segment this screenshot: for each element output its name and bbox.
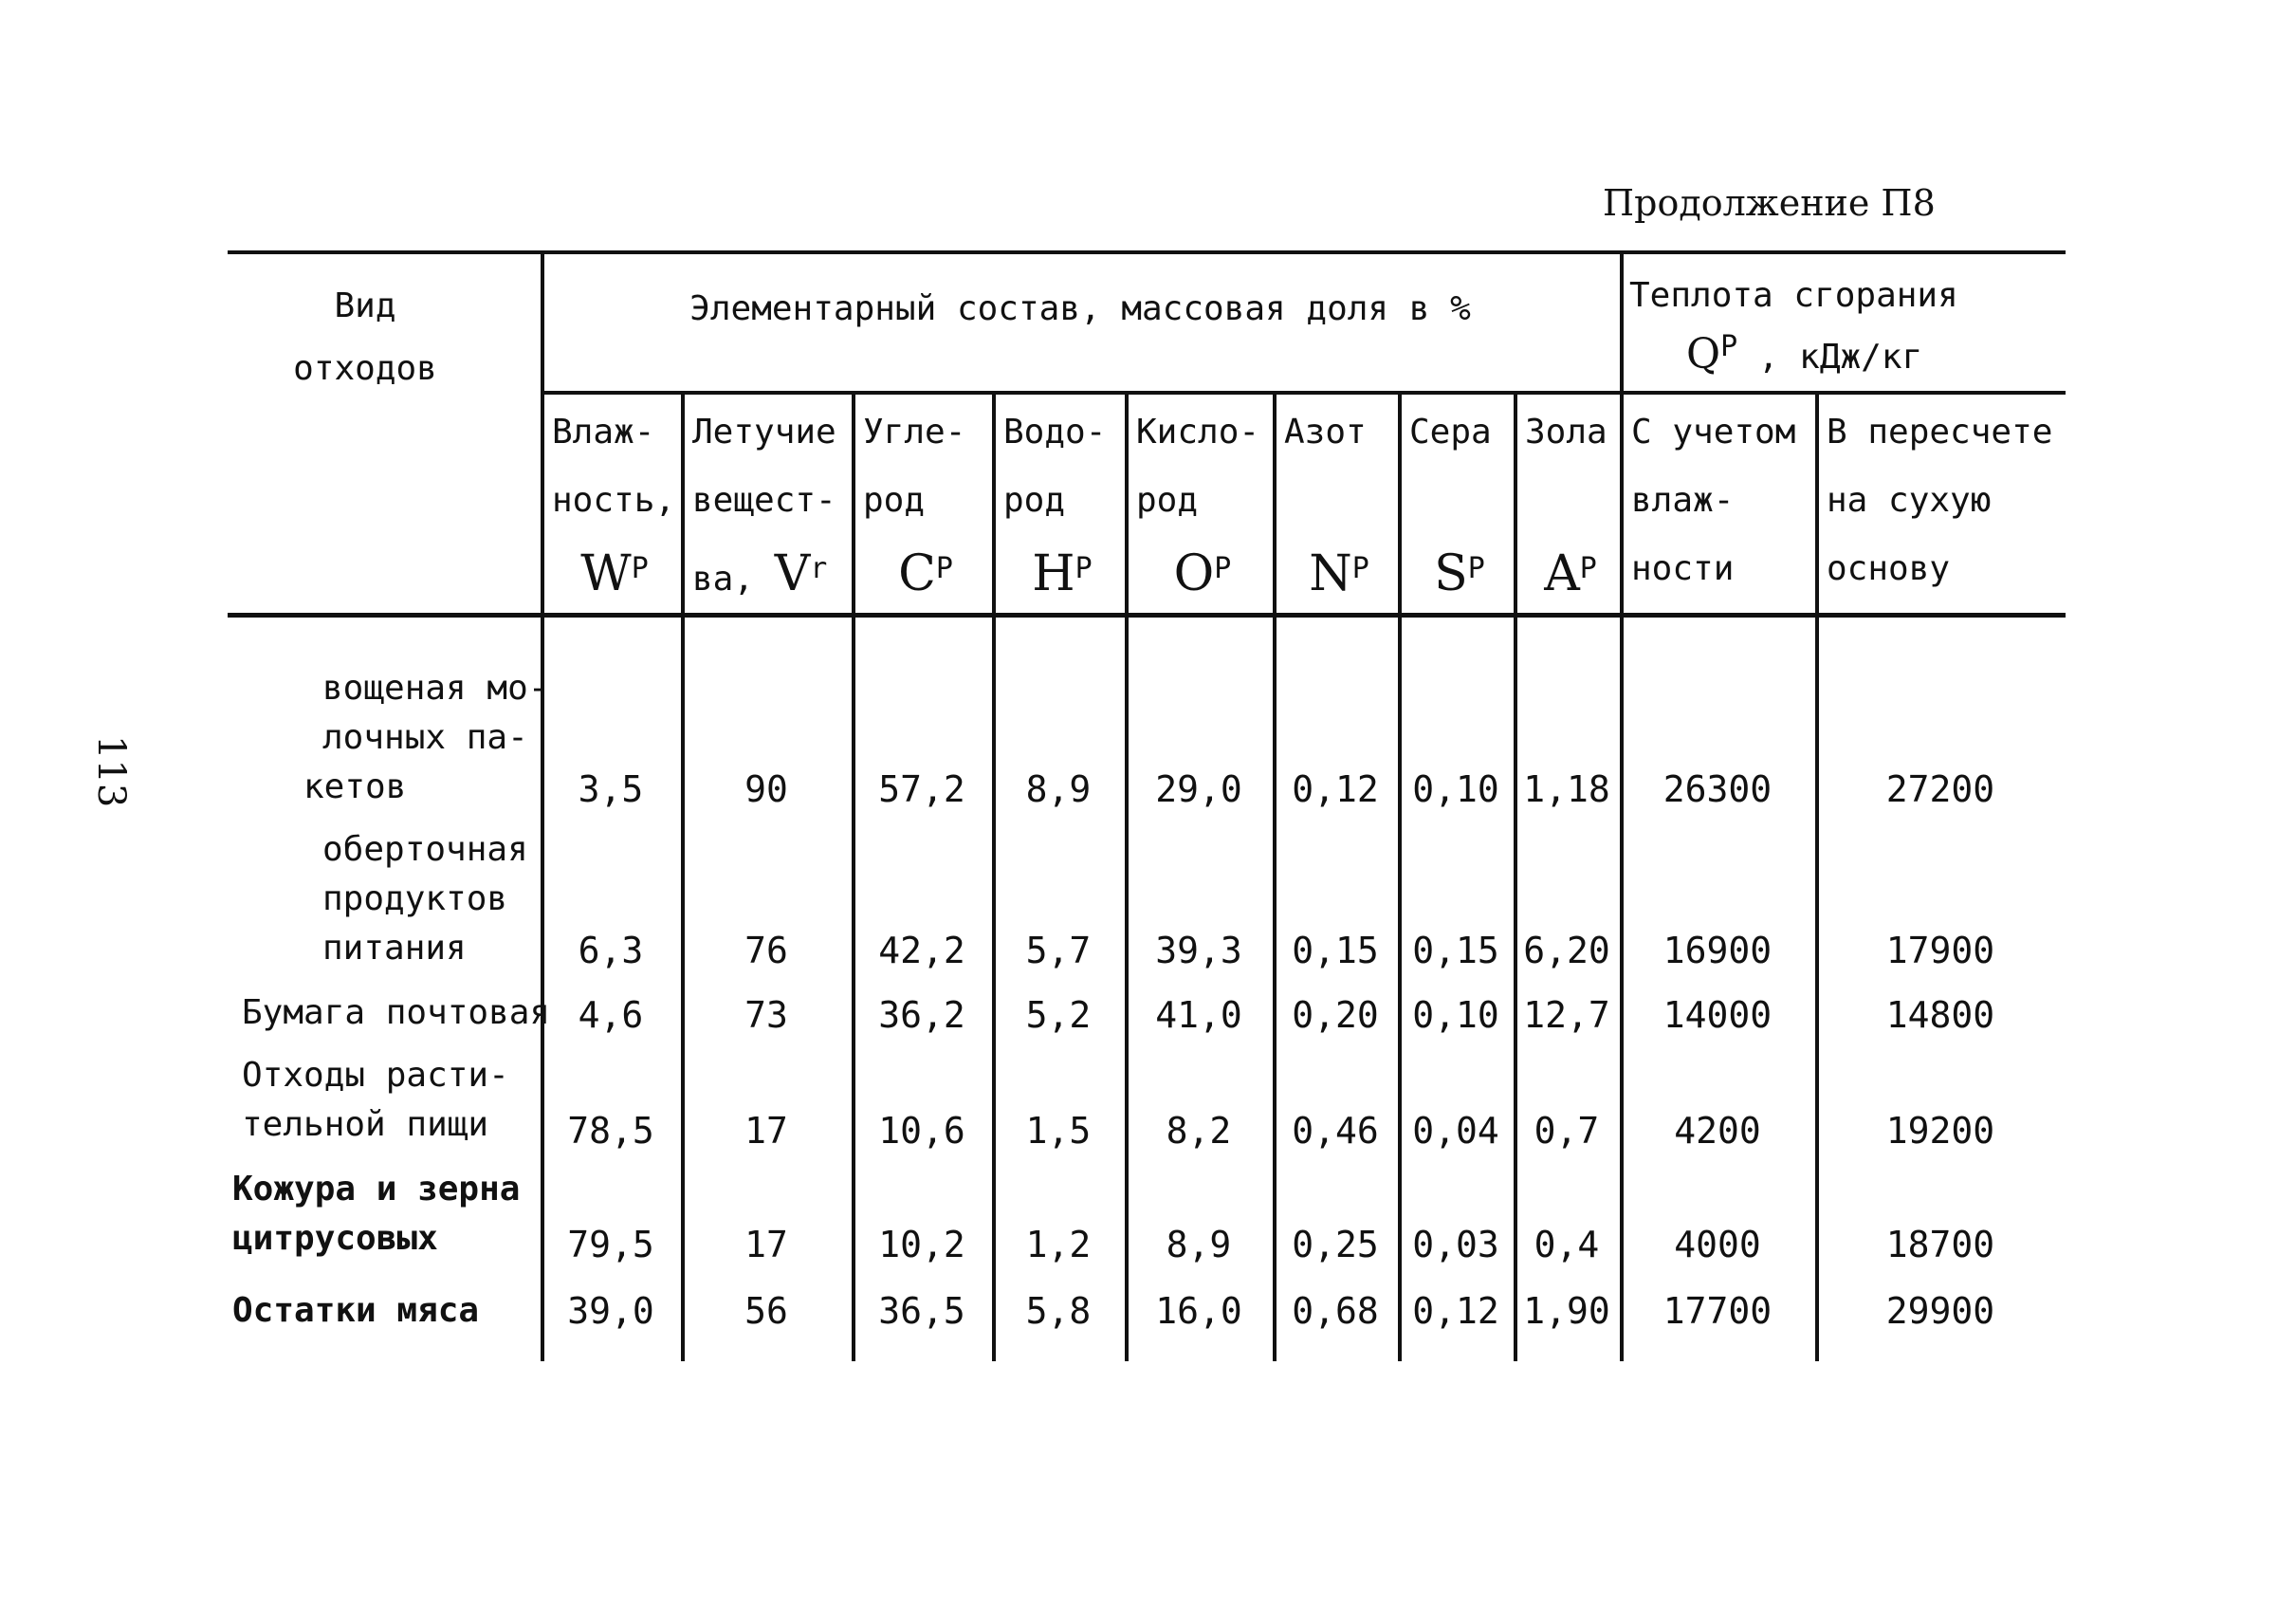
header-col-line: род [1136, 481, 1199, 520]
cell-r3-c9: 19200 [1885, 1110, 1995, 1152]
header-col-3 [1003, 398, 1121, 614]
column-rule-4 [1125, 391, 1129, 1361]
column-rule-6 [1398, 391, 1402, 1361]
header-col-line: Сера [1409, 413, 1492, 452]
column-rule-2 [852, 391, 855, 1361]
cell-r0-c6: 0,10 [1412, 768, 1499, 810]
cell-r5-c9: 29900 [1885, 1290, 1995, 1332]
header-col-line: В пересчете [1827, 413, 2053, 452]
cell-r1-c8: 16900 [1662, 930, 1773, 971]
cell-r5-c7: 1,90 [1523, 1290, 1610, 1332]
column-rule-5 [1273, 391, 1277, 1361]
column-rule-9 [1815, 391, 1819, 1361]
cell-r2-c2: 36,2 [878, 994, 965, 1036]
row-name-line: кетов [303, 767, 407, 806]
cell-r1-c3: 5,7 [1025, 930, 1092, 971]
cell-r3-c5: 0,46 [1292, 1110, 1379, 1152]
row-name-line: цитрусовых [232, 1219, 438, 1258]
cell-r2-c6: 0,10 [1412, 994, 1499, 1036]
cell-r2-c1: 73 [744, 994, 788, 1036]
cell-r4-c9: 18700 [1885, 1224, 1995, 1265]
header-col-line: ность, [552, 481, 676, 520]
cell-r5-c1: 56 [744, 1290, 788, 1332]
cell-r3-c2: 10,6 [878, 1110, 965, 1152]
cell-r1-c2: 42,2 [878, 930, 965, 971]
row-name-line: оберточная [322, 830, 528, 869]
cell-r1-c5: 0,15 [1292, 930, 1379, 971]
header-composition: Элементарный состав, массовая доля в % [689, 289, 1471, 328]
row-name-2 [242, 988, 550, 1038]
cell-r2-c7: 12,7 [1523, 994, 1610, 1036]
row-name-line: Отходы расти- [242, 1056, 509, 1095]
cell-r0-c0: 3,5 [578, 768, 644, 810]
header-col-line: Угле- [863, 413, 966, 452]
cell-r3-c7: 0,7 [1534, 1110, 1600, 1152]
header-heat-unit: $Q^P$ , кДж/кг [1686, 330, 1923, 378]
cell-r3-c0: 78,5 [567, 1110, 654, 1152]
header-col-symbol: $W^P$ [580, 545, 649, 602]
header-col-symbol: $O^P$ [1173, 545, 1232, 602]
cell-r3-c6: 0,04 [1412, 1110, 1499, 1152]
cell-r2-c0: 4,6 [578, 994, 644, 1036]
header-col-symbol: $A^P$ [1544, 545, 1597, 602]
header-heat-title: Теплота сгорания [1629, 276, 1958, 315]
cell-r1-c6: 0,15 [1412, 930, 1499, 971]
cell-r5-c5: 0,68 [1292, 1290, 1379, 1332]
cell-r1-c7: 6,20 [1523, 930, 1610, 971]
header-col-1 [692, 398, 848, 614]
cell-r0-c7: 1,18 [1523, 768, 1610, 810]
header-col-line [1409, 467, 1510, 535]
header-col-4 [1136, 398, 1269, 614]
header-col-5 [1284, 398, 1394, 614]
header-col-line: Летучие [692, 413, 836, 452]
header-col-8 [1631, 398, 1811, 603]
header-col-line: Влаж- [552, 413, 655, 452]
cell-r1-c9: 17900 [1885, 930, 1995, 971]
header-col-symbol: ва, $V^r$ [692, 545, 828, 602]
header-waste-type-line: Вид [334, 286, 396, 325]
header-waste-type [228, 275, 503, 400]
row-name-4 [232, 1165, 520, 1264]
cell-r2-c4: 41,0 [1155, 994, 1242, 1036]
header-col-line: Азот [1284, 413, 1367, 452]
cell-r5-c4: 16,0 [1155, 1290, 1242, 1332]
column-rule-7 [1514, 391, 1517, 1361]
header-col-line [1525, 467, 1616, 535]
header-col-7 [1525, 398, 1616, 614]
header-waste-type-line: отходов [293, 349, 437, 388]
header-col-line: род [863, 481, 926, 520]
header-col-line: Кисло- [1136, 413, 1260, 452]
header-sub-rule [541, 391, 2066, 395]
column-rule-1 [681, 391, 685, 1361]
header-col-line [1284, 467, 1394, 535]
cell-r1-c0: 6,3 [578, 930, 644, 971]
row-name-0 [303, 664, 549, 812]
row-name-line: продуктов [322, 879, 508, 918]
header-col-9 [1827, 398, 2062, 603]
cell-r5-c8: 17700 [1662, 1290, 1773, 1332]
cell-r5-c3: 5,8 [1025, 1290, 1092, 1332]
cell-r3-c8: 4200 [1674, 1110, 1761, 1152]
cell-r4-c3: 1,2 [1025, 1224, 1092, 1265]
cell-r5-c6: 0,12 [1412, 1290, 1499, 1332]
cell-r0-c1: 90 [744, 768, 788, 810]
cell-r3-c1: 17 [744, 1110, 788, 1152]
row-name-3 [242, 1051, 509, 1150]
table-top-rule [228, 250, 2066, 254]
header-col-2 [863, 398, 988, 614]
column-rule-3 [992, 391, 996, 1361]
cell-r4-c6: 0,03 [1412, 1224, 1499, 1265]
cell-r4-c1: 17 [744, 1224, 788, 1265]
header-col-symbol: $S^P$ [1434, 545, 1485, 602]
row-name-line: питания [322, 929, 467, 968]
header-col-line: основу [1827, 549, 1951, 588]
cell-r4-c0: 79,5 [567, 1224, 654, 1265]
header-col-line: вещест- [692, 481, 836, 520]
cell-r2-c8: 14000 [1662, 994, 1773, 1036]
cell-r0-c2: 57,2 [878, 768, 965, 810]
cell-r0-c5: 0,12 [1292, 768, 1379, 810]
cell-r2-c9: 14800 [1885, 994, 1995, 1036]
header-col-line: ности [1631, 549, 1735, 588]
cell-r5-c0: 39,0 [567, 1290, 654, 1332]
header-col-line: на сухую [1827, 481, 1992, 520]
header-col-0 [552, 398, 677, 614]
cell-r4-c2: 10,2 [878, 1224, 965, 1265]
row-name-line: тельной пищи [242, 1105, 489, 1144]
header-col-6 [1409, 398, 1510, 614]
table-caption: Продолжение П8 [1603, 182, 1936, 224]
row-name-line: Кожура и зерна [232, 1170, 521, 1209]
cell-r3-c3: 1,5 [1025, 1110, 1092, 1152]
row-name-line: Остатки мяса [232, 1291, 480, 1330]
cell-r5-c2: 36,5 [878, 1290, 965, 1332]
row-name-5 [232, 1286, 479, 1336]
header-col-line: С учетом [1631, 413, 1796, 452]
page-number: 113 [89, 735, 133, 808]
cell-r4-c7: 0,4 [1534, 1224, 1600, 1265]
header-col-line: Зола [1525, 413, 1607, 452]
cell-r4-c5: 0,25 [1292, 1224, 1379, 1265]
cell-r2-c5: 0,20 [1292, 994, 1379, 1036]
row-name-1 [322, 825, 528, 973]
cell-r0-c3: 8,9 [1025, 768, 1092, 810]
header-col-line: Водо- [1003, 413, 1107, 452]
row-name-line: лочных па- [322, 718, 528, 757]
cell-r0-c8: 26300 [1662, 768, 1773, 810]
cell-r4-c4: 8,9 [1166, 1224, 1232, 1265]
row-name-line: Бумага почтовая [242, 993, 551, 1032]
cell-r2-c3: 5,2 [1025, 994, 1092, 1036]
header-col-line: род [1003, 481, 1066, 520]
cell-r3-c4: 8,2 [1166, 1110, 1232, 1152]
row-name-line: вощеная мо- [322, 669, 549, 708]
header-col-symbol: $H^P$ [1032, 545, 1093, 602]
header-heat [1629, 270, 2066, 383]
header-col-line: влаж- [1631, 481, 1735, 520]
cell-r0-c4: 29,0 [1155, 768, 1242, 810]
header-col-symbol: $C^P$ [898, 545, 953, 602]
cell-r1-c4: 39,3 [1155, 930, 1242, 971]
cell-r0-c9: 27200 [1885, 768, 1995, 810]
cell-r4-c8: 4000 [1674, 1224, 1761, 1265]
cell-r1-c1: 76 [744, 930, 788, 971]
header-col-symbol: $N^P$ [1309, 545, 1369, 602]
